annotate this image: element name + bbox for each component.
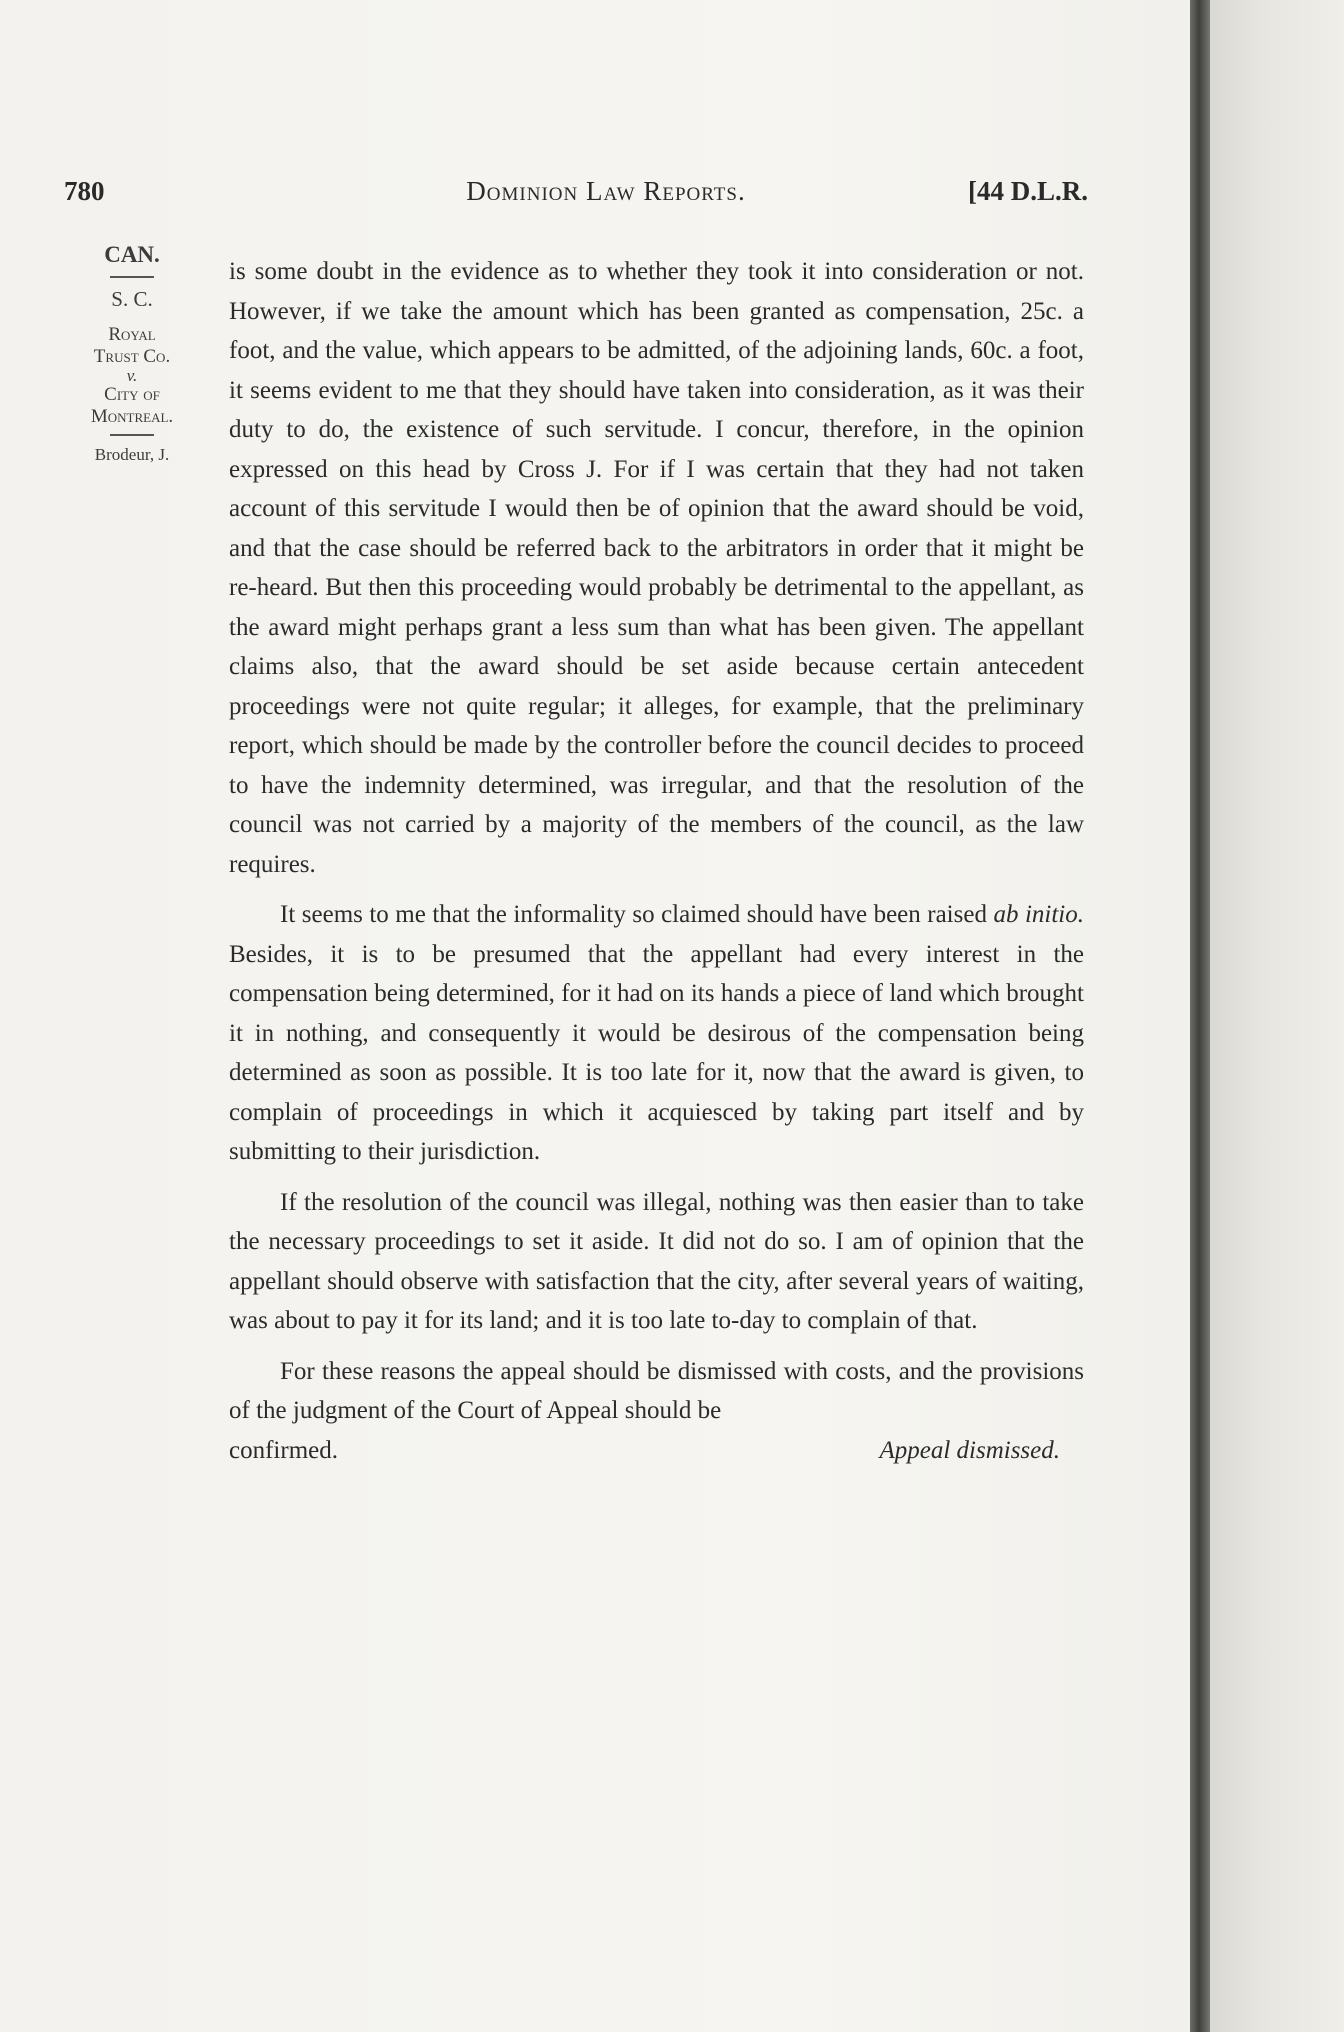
margin-party-line: City of xyxy=(104,384,160,405)
volume-reference: [44 D.L.R. xyxy=(968,176,1088,206)
judgment-text xyxy=(229,252,1084,1470)
paragraph: For these reasons the appeal should be dismissed with costs, and the provisions of the judgment of the Court of Appeal should be xyxy=(229,1357,1084,1424)
paragraph-text: confirmed. xyxy=(229,1436,338,1464)
margin-divider xyxy=(110,434,154,436)
binding-edge xyxy=(1190,0,1210,2032)
running-head xyxy=(64,176,1088,216)
margin-court: S. C. xyxy=(111,287,153,311)
margin-judge: Brodeur, J. xyxy=(94,445,170,464)
margin-notes xyxy=(62,240,202,468)
page-number: 780 xyxy=(64,176,105,206)
margin-party-line: Royal xyxy=(108,324,156,345)
journal-title: Dominion Law Reports. xyxy=(466,176,746,206)
margin-party-line: Montreal. xyxy=(90,406,174,427)
paragraph: is some doubt in the evidence as to whether they took it into consideration or not. However, if we take the amount which has been granted as compensation, 25c. a foot, and the value, which appears to be admitted, of the adjoining lands, 60c. a foot, it seems evident to me that they should have taken into consideration, as it was their duty to do, the existence of such servitude. I concur, therefore, in the opinion expressed on this head by Cross J. For if I was certain that they had not taken account of this servitude I would then be of opinion that the award should be void, and that the case should be referred back to the arbitrators in order that it might be re-heard. But then this proceeding would probably be detrimental to the appellant, as the award might perhaps grant a less sum than what has been given. The appellant claims also, that the award should be set aside because certain antecedent proceedings were not quite regular; it alleges, for example, that the preliminary report, which should be made by the controller before the council decides to proceed to have the indemnity determined, was irregular, and that the resolution of the council was not carried by a majority of the members of the council, as the law requires. xyxy=(229,258,1084,878)
paragraph-text: It seems to me that the informality so claimed should have been raised xyxy=(280,901,994,928)
paragraph: If the resolution of the council was illegal, nothing was then easier than to take the necessary proceedings to set it aside. It did not do so. I am of opinion that the appellant should observe with satisfaction that the city, after several years of waiting, was about to pay it for its land; and it is too late to-day to complain of that. xyxy=(229,1188,1084,1334)
case-result: Appeal dismissed. xyxy=(879,1436,1060,1464)
paragraph-text: Besides, it is to be presumed that the appellant had every interest in the compensation being determined, for it had on its hands a piece of land which brought it in nothing, and consequently it would be desirous of the compensation being determined as soon as possible. It is too late for it, now that the award is given, to complain of proceedings in which it acquiesced by taking part itself and by submitting to their jurisdiction. xyxy=(229,940,1084,1165)
closing-line xyxy=(229,1431,1084,1471)
margin-versus: v. xyxy=(126,366,138,385)
latin-phrase: ab initio. xyxy=(993,901,1084,928)
paragraph xyxy=(229,895,1084,1172)
margin-divider xyxy=(110,276,154,278)
margin-party-line: Trust Co. xyxy=(93,346,171,367)
binding-shadow xyxy=(1210,0,1344,2032)
margin-country: CAN. xyxy=(104,242,160,267)
